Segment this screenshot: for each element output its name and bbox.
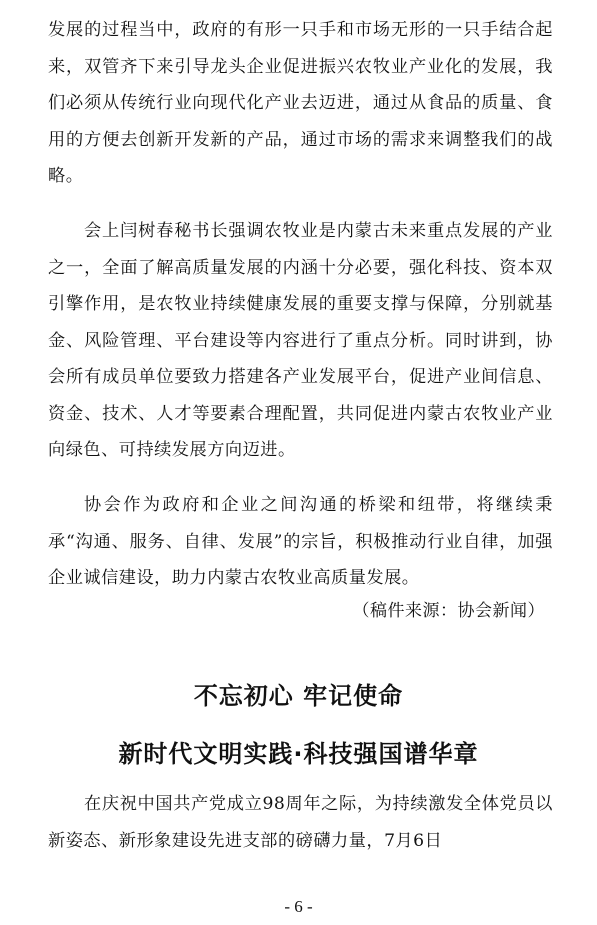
body-paragraph-1: 发展的过程当中，政府的有形一只手和市场无形的一只手结合起来，双管齐下来引导龙头企业促进振兴农牧业产业化的发展，我们必须从传统行业向现代化产业去迈进，通过从食品的质量、食用的方便去创新开发新的产品，通过市场的需求来调整我们的战略。 [48,20,553,186]
page-number: - 6 - [284,897,313,916]
article-title-line-1: 不忘初心 牢记使命 [193,682,404,710]
article-opening-paragraph: 在庆祝中国共产党成立98周年之际，为持续激发全体党员以新姿态、新形象建设先进支部的磅礴力量，7月6日 [48,794,553,851]
source-note: （稿件来源：协会新闻） [352,601,545,621]
body-paragraph-2: 会上闫树春秘书长强调农牧业是内蒙古未来重点发展的产业之一，全面了解高质量发展的内涵十分必要，强化科技、资本双引擎作用，是农牧业持续健康发展的重要支撑与保障，分别就基金、风险管理、平台建设等内容进行了重点分析。同时讲到，协会所有成员单位要致力搭建各产业发展平台，促进产业间信息、资金、技术、人才等要素合理配置，共同促进内蒙古农牧业产业向绿色、可持续发展方向迈进。 [48,221,553,460]
body-paragraph-3: 协会作为政府和企业之间沟通的桥梁和纽带，将继续秉承“沟通、服务、自律、发展”的宗旨，积极推动行业自律，加强企业诚信建设，助力内蒙古农牧业高质量发展。 [48,495,553,588]
article-title-line-2: 新时代文明实践·科技强国谱华章 [118,740,479,768]
